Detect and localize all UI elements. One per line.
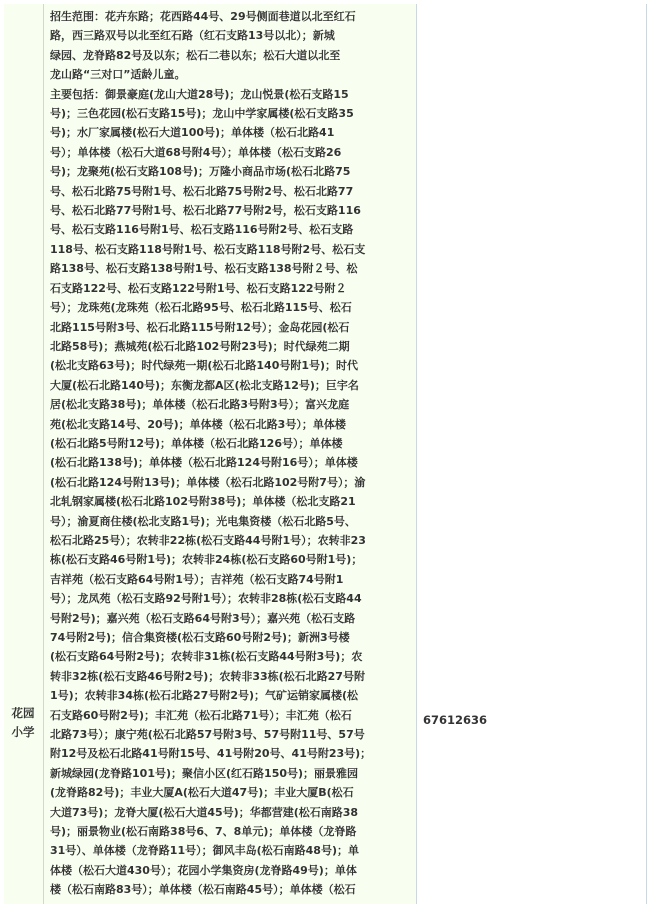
detail-line: (龙脊路82号)；丰业大厦A(松石大道47号)；丰业大厦B(松石 <box>50 786 354 800</box>
detail-line: 号)；水厂家属楼(松石大道100号)；单体楼（松石北路41 <box>50 126 335 140</box>
detail-line: (松北支路63号)；时代绿苑一期(松石北路140号附1号)；时代 <box>50 359 359 373</box>
detail-line: 新城绿园(龙脊路101号)；聚信小区(红石路150号)；丽景雅园 <box>50 766 359 780</box>
detail-line: 北轧钢家属楼(松石北路102号附38号)；单体楼（松北支路21 <box>50 495 356 509</box>
detail-line: 楼（松石南路83号）；单体楼（松石南路45号）；单体楼（松石 <box>50 883 356 897</box>
detail-line: 大厦(松石北路140号)；东衡龙都A区(松北支路12号)；巨宇名 <box>50 378 359 392</box>
detail-line: 118号、松石支路118号附1号、松石支路118号附2号、松石支 <box>50 242 366 256</box>
detail-line: (松石北路124号附13号)；单体楼（松石北路102号附7号）；渝 <box>50 475 366 489</box>
detail-line: 石支路122号、松石支路122号附1号、松石支路122号附２ <box>50 281 347 295</box>
detail-line: 号、松石北路75号附1号、松石北路75号附2号、松石北路77 <box>50 184 354 198</box>
detail-line: 石支路60号附2号)；丰汇苑（松石北路71号）；丰汇苑（松石 <box>50 708 352 722</box>
detail-line: 体楼（松石大道430号）；花园小学集资房(龙脊路49号)；单体 <box>50 863 357 877</box>
detail-line: 大道73号)；龙脊大厦(松石大道45号)；华都营建(松石南路38 <box>50 805 359 819</box>
detail-line: 松石北路25号）；农转非22栋(松石支路44号附1号）；农转非23 <box>50 533 366 547</box>
detail-line: (松石北路138号)；单体楼（松石北路124号附16号）；单体楼 <box>50 456 358 470</box>
enrollment-detail-text <box>50 7 416 900</box>
detail-line: 号)；三色花园(松石支路15号)；龙山中学家属楼(松石支路35 <box>50 107 354 121</box>
detail-line: 附12号及松石北路41号附15号、41号附20号、41号附23号)； <box>50 747 372 761</box>
detail-line: 31号）、单体楼（龙脊路11号）；御风丰岛(松石南路48号)；单 <box>50 844 359 858</box>
detail-line: (松石支路64号附2号)；农转非31栋(松石支路44号附3号)；农 <box>50 650 363 664</box>
phone-cell <box>417 4 647 904</box>
detail-line: 居(松北支路38号)；单体楼（松石北路3号附3号）；富兴龙庭 <box>50 398 350 412</box>
detail-line: 苑(松北支路14号、20号)；单体楼（松石北路3号）；单体楼 <box>50 417 346 431</box>
detail-line: 路138号、松石支路138号附1号、松石支路138号附２号、松 <box>50 262 358 276</box>
detail-line: 吉祥苑（松石支路64号附1号）；吉祥苑（松石支路74号附1 <box>50 572 344 586</box>
detail-line: 74号附2号)；信合集资楼(松石支路60号附2号)；新洲3号楼 <box>50 631 350 644</box>
school-name: 花园小学 <box>11 706 35 739</box>
detail-line: 号、松石支路116号附1号、松石支路116号附2号、松石支路 <box>50 223 354 237</box>
detail-line: 招生范围：花卉东路；花西路44号、29号侧面巷道以北至红石 <box>50 10 356 23</box>
detail-line: 号附2号)；嘉兴苑（松石支路64号附3号）；嘉兴苑（松石支路 <box>50 611 356 625</box>
detail-line: 北路115号附3号、松石北路115号附12号）；金岛花园(松石 <box>50 320 350 334</box>
detail-line: 龙山路“三对口”适龄儿童。 <box>50 68 186 82</box>
detail-line: 栋(松石支路46号附1号)；农转非24栋(松石支路60号附1号)； <box>50 553 363 567</box>
school-phone: 67612636 <box>423 713 488 727</box>
detail-line: 号）；龙珠苑(龙珠苑（松石北路95号、松石北路115号、松石 <box>50 301 352 315</box>
school-name-cell <box>4 4 44 904</box>
detail-line: 北路58号)；燕城苑(松石北路102号附23号)；时代绿苑二期 <box>50 339 350 353</box>
detail-line: 路，西三路双号以北至红石路（红石支路13号以北）；新城 <box>50 29 335 43</box>
detail-line: 北路73号）；康宁苑(松石北路57号附3号、57号附11号、57号 <box>50 728 365 742</box>
detail-line: 转非32栋(松石支路46号附2号)；农转非33栋(松石北路27号附 <box>50 669 365 683</box>
detail-line: 主要包括：御景豪庭(龙山大道28号)；龙山悦景(松石支路15 <box>50 87 349 101</box>
detail-line: (松石北路5号附12号)；单体楼（松石北路126号）；单体楼 <box>50 436 343 450</box>
detail-line: 号)；丽景物业(松石南路38号6、7、8单元)；单体楼（龙脊路 <box>50 825 357 839</box>
detail-line: 号)；龙聚苑(松石支路108号)；万隆小商品市场(松石北路75 <box>50 165 351 179</box>
detail-line: 号）；单体楼（松石大道68号附4号）；单体楼（松石支路26 <box>50 145 342 159</box>
detail-line: 号）；渝夏商住楼(松北支路1号)；光电集资楼（松石北路5号、 <box>50 514 356 528</box>
detail-line: 号）；龙凤苑（松石支路92号附1号）；农转非28栋(松石支路44 <box>50 592 362 606</box>
detail-line: 1号)；农转非34栋(松石北路27号附2号)；气矿运销家属楼(松 <box>50 689 359 703</box>
detail-line: 号、松石北路77号附1号、松石北路77号附2号，松石支路116 <box>50 204 361 218</box>
detail-line: 绿园、龙脊路82号及以东；松石二巷以东；松石大道以北至 <box>50 48 341 62</box>
